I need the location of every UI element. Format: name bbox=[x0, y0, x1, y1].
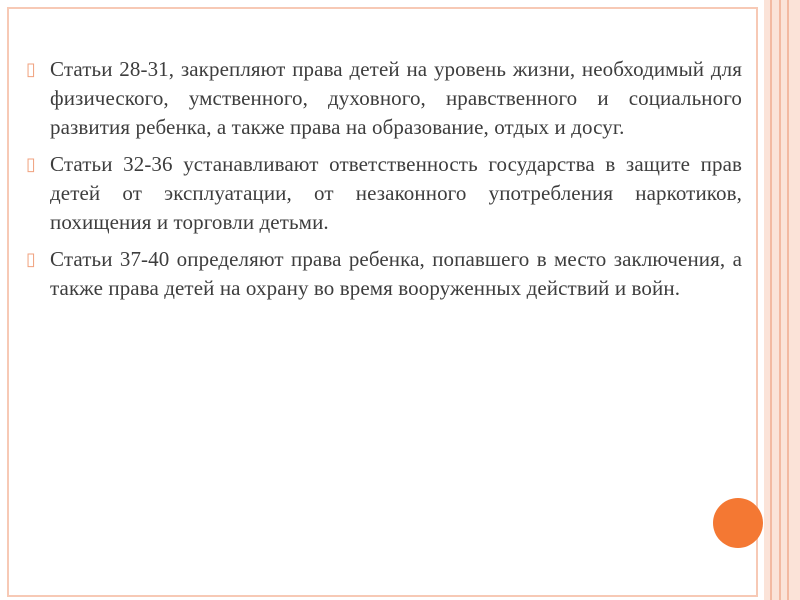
list-item-text: Статьи 32-36 устанавливают ответственность государства в защите прав детей от эксплуатации, от незаконного употребления наркотиков, похищения и торговли детьми. bbox=[50, 152, 742, 234]
bullet-icon: ▯ bbox=[26, 154, 36, 174]
bullet-icon: ▯ bbox=[26, 249, 36, 269]
decorative-vertical-line bbox=[787, 0, 789, 600]
bullet-list bbox=[26, 55, 742, 311]
decorative-vertical-line bbox=[779, 0, 781, 600]
list-item bbox=[26, 55, 742, 142]
decorative-vertical-line bbox=[770, 0, 772, 600]
decorative-circle bbox=[713, 498, 763, 548]
list-item-text: Статьи 28-31, закрепляют права детей на уровень жизни, необходимый для физического, умственного, духовного, нравственного и социального развития ребенка, а также права на образование, отдых и досуг. bbox=[50, 57, 742, 139]
list-item bbox=[26, 245, 742, 303]
list-item-text: Статьи 37-40 определяют права ребенка, попавшего в место заключения, а также права детей на охрану во время вооруженных действий и войн. bbox=[50, 247, 742, 300]
bullet-icon: ▯ bbox=[26, 59, 36, 79]
list-item bbox=[26, 150, 742, 237]
